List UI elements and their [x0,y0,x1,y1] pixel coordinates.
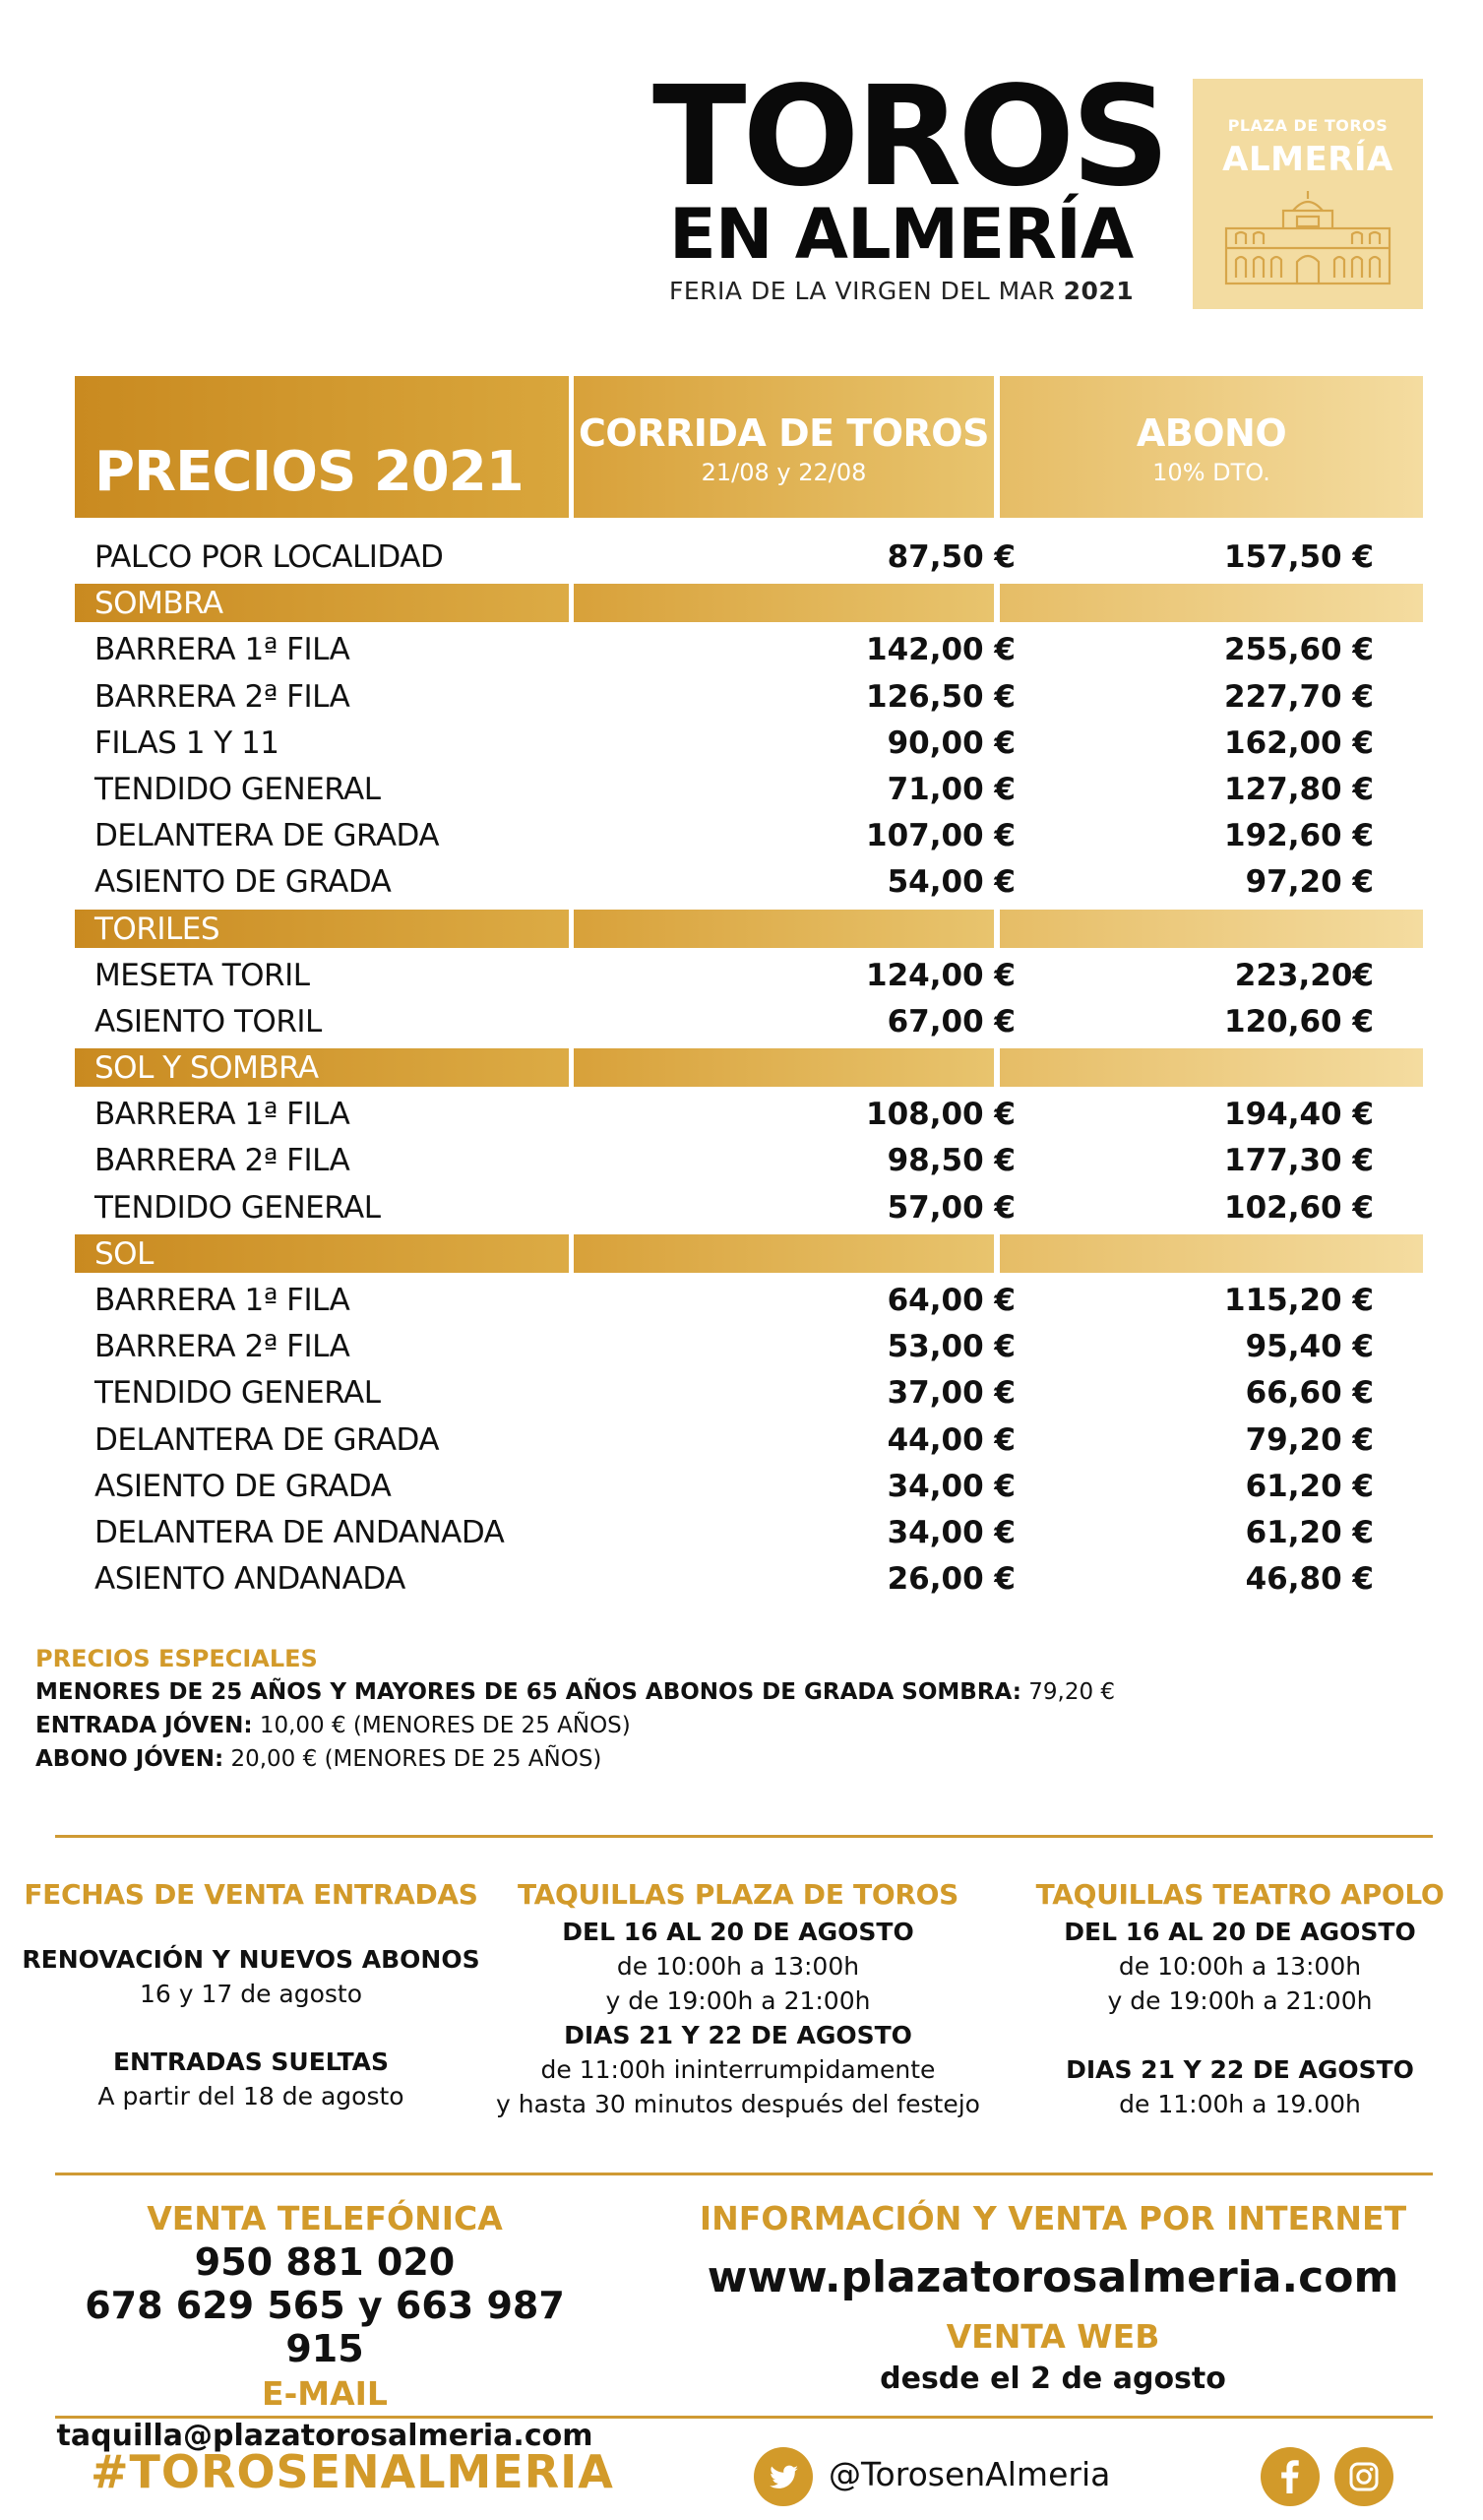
telefono-numbers[interactable]: 678 629 565 y 663 987 915 [85,2284,565,2370]
facebook-icon[interactable] [1261,2447,1320,2506]
seat-name: BARRERA 2ª FILA [94,678,350,715]
feria-name: FERIA DE LA VIRGEN DEL MAR [669,277,1056,305]
apolo-hours: de 10:00h a 13:00h [1118,1952,1362,1981]
abono-price: 66,60 € [1245,1375,1374,1412]
price-row [75,720,1423,766]
precios-label: PRECIOS [94,440,356,504]
corrida-price: 124,00 € [866,957,1016,993]
section-header-row [75,1044,1423,1091]
price-row [75,1137,1423,1183]
especiales-value: 20,00 € (MENORES DE 25 AÑOS) [223,1746,602,1772]
corrida-price: 90,00 € [887,724,1016,761]
section-label: SOMBRA [94,586,223,622]
internet-column [679,2197,1427,2400]
section-label: SOL Y SOMBRA [94,1050,319,1087]
fechas-title: FECHAS DE VENTA ENTRADAS [24,1878,478,1911]
price-row [75,673,1423,720]
section-label: TORILES [94,911,220,947]
corrida-price: 37,00 € [887,1375,1016,1412]
plaza-logo [1193,79,1423,309]
section-bar [574,1234,994,1273]
web-link[interactable]: www.plazatorosalmeria.com [707,2252,1399,2302]
logo-text-line1: PLAZA DE TOROS [1227,116,1389,135]
price-row [75,812,1423,858]
especiales-line [35,1742,1413,1776]
internet-title: INFORMACIÓN Y VENTA POR INTERNET [699,2199,1407,2237]
abono-price: 79,20 € [1245,1421,1374,1458]
seat-name: BARRERA 1ª FILA [94,632,350,668]
abono-price: 95,40 € [1245,1329,1374,1365]
taquillas-apolo-column [1014,1875,1466,2121]
abono-price: 177,30 € [1224,1143,1374,1179]
especiales-label: ENTRADA JÓVEN: [35,1713,253,1738]
price-row [75,1323,1423,1369]
section-bar [1000,1048,1423,1087]
seat-name: TENDIDO GENERAL [94,1189,381,1226]
seat-name: DELANTERA DE GRADA [94,818,440,854]
email-title: E-MAIL [262,2374,388,2413]
corrida-price: 67,00 € [887,1003,1016,1040]
divider [55,2173,1433,2175]
price-table [75,534,1423,1602]
abono-price: 227,70 € [1224,678,1374,715]
hashtag[interactable]: #TOROSENALMERIA [91,2445,614,2498]
precios-especiales [35,1642,1413,1776]
feria-year: 2021 [1063,277,1135,305]
corrida-price: 98,50 € [887,1143,1016,1179]
section-bar [1000,1234,1423,1273]
seat-name: BARRERA 1ª FILA [94,1283,350,1318]
page-subtitle: EN ALMERÍA [669,194,1134,275]
corrida-price: 53,00 € [887,1329,1016,1365]
instagram-icon[interactable] [1334,2447,1393,2506]
section-bar [1000,584,1423,622]
price-row [75,1277,1423,1323]
email-link[interactable]: taquilla@plazatorosalmeria.com [56,2419,593,2453]
fechas-venta-column [20,1875,482,2113]
section-bar [574,1048,994,1087]
price-row [75,998,1423,1044]
logo-text-line2: ALMERÍA [1222,140,1393,179]
corrida-price: 34,00 € [887,1514,1016,1550]
corrida-price: 34,00 € [887,1468,1016,1504]
abono-price: 61,20 € [1245,1514,1374,1550]
seat-name: MESETA TORIL [94,957,310,993]
page-title: TOROS [652,57,1167,218]
apolo-days: DIAS 21 Y 22 DE AGOSTO [1066,2055,1414,2084]
abono-price: 157,50 € [1224,539,1374,575]
seat-name: DELANTERA DE GRADA [94,1421,440,1458]
seat-name: TENDIDO GENERAL [94,1375,381,1412]
section-header-row [75,906,1423,952]
apolo-range: DEL 16 AL 20 DE AGOSTO [1064,1918,1416,1946]
apolo-title: TAQUILLAS TEATRO APOLO [1035,1878,1445,1911]
price-row [75,952,1423,998]
section-header-row [75,580,1423,626]
plaza-hours: y de 19:00h a 21:00h [605,1986,871,2015]
corrida-price: 44,00 € [887,1421,1016,1458]
abono-price: 46,80 € [1245,1561,1374,1598]
section-header-row [75,1230,1423,1277]
abono-price: 115,20 € [1224,1283,1374,1318]
abono-heading: ABONO [1136,411,1287,455]
price-row [75,1463,1423,1509]
price-row [75,1184,1423,1230]
abono-price: 61,20 € [1245,1468,1374,1504]
seat-name: ASIENTO DE GRADA [94,1468,392,1504]
price-row [75,766,1423,812]
table-header-corrida [574,376,994,518]
price-row [75,858,1423,905]
taquillas-plaza-column [487,1875,989,2121]
ventaweb-title: VENTA WEB [946,2317,1160,2356]
corrida-price: 108,00 € [866,1097,1016,1133]
corrida-price: 64,00 € [887,1283,1016,1318]
section-bar [574,584,994,622]
plaza-hours: y hasta 30 minutos después del festejo [496,2090,980,2118]
corrida-price: 71,00 € [887,771,1016,807]
apolo-hours: y de 19:00h a 21:00h [1107,1986,1373,2015]
price-row [75,534,1423,580]
abono-price: 194,40 € [1224,1097,1374,1133]
price-row [75,1369,1423,1416]
seat-name: TENDIDO GENERAL [94,771,381,807]
plaza-range: DEL 16 AL 20 DE AGOSTO [562,1918,914,1946]
corrida-price: 87,50 € [887,539,1016,575]
renovacion-dates: 16 y 17 de agosto [139,1980,363,2008]
renovacion-title: RENOVACIÓN Y NUEVOS ABONOS [22,1945,480,1974]
especiales-label: MENORES DE 25 AÑOS Y MAYORES DE 65 AÑOS ABONOS DE GRADA SOMBRA: [35,1679,1021,1705]
abono-price: 127,80 € [1224,771,1374,807]
price-row [75,626,1423,672]
divider [55,1835,1433,1838]
corrida-heading: CORRIDA DE TOROS [579,411,989,455]
sueltas-title: ENTRADAS SUELTAS [112,2048,390,2076]
twitter-handle[interactable]: @TorosenAlmeria [829,2455,1111,2493]
plaza-hours: de 11:00h ininterrumpidamente [540,2055,936,2084]
especiales-title: PRECIOS ESPECIALES [35,1645,318,1672]
corrida-price: 57,00 € [887,1189,1016,1226]
abono-price: 223,20€ [1234,957,1374,993]
especiales-line [35,1675,1413,1709]
ventaweb-date: desde el 2 de agosto [880,2362,1226,2396]
corrida-dates: 21/08 y 22/08 [701,459,867,486]
price-row [75,1555,1423,1602]
seat-name: ASIENTO DE GRADA [94,864,392,901]
section-bar [574,910,994,948]
especiales-line [35,1709,1413,1742]
apolo-hours: de 11:00h a 19.00h [1119,2090,1361,2118]
corrida-price: 126,50 € [866,678,1016,715]
especiales-value: 79,20 € [1020,1679,1116,1705]
seat-name: BARRERA 2ª FILA [94,1329,350,1365]
seat-name: BARRERA 1ª FILA [94,1097,350,1133]
price-row [75,1091,1423,1137]
corrida-price: 142,00 € [866,632,1016,668]
seat-name: ASIENTO ANDANADA [94,1561,405,1598]
table-header-abono [1000,376,1423,518]
sueltas-dates: A partir del 18 de agosto [97,2082,404,2110]
plaza-hours: de 10:00h a 13:00h [616,1952,860,1981]
bullring-building-icon [1222,189,1393,287]
plaza-days: DIAS 21 Y 22 DE AGOSTO [564,2021,912,2049]
feria-caption [669,276,1134,307]
plaza-title: TAQUILLAS PLAZA DE TOROS [518,1878,958,1911]
abono-price: 192,60 € [1224,818,1374,854]
seat-name: ASIENTO TORIL [94,1003,322,1040]
especiales-value: 10,00 € (MENORES DE 25 AÑOS) [252,1713,631,1738]
corrida-price: 26,00 € [887,1561,1016,1598]
seat-name: PALCO POR LOCALIDAD [94,539,444,575]
price-row [75,1509,1423,1555]
abono-discount: 10% DTO. [1152,459,1270,486]
abono-price: 120,60 € [1224,1003,1374,1040]
twitter-icon[interactable] [754,2447,813,2506]
especiales-label: ABONO JÓVEN: [35,1746,224,1772]
price-row [75,1417,1423,1463]
precios-heading [94,440,524,504]
section-bar [1000,910,1423,948]
abono-price: 255,60 € [1224,632,1374,668]
abono-price: 162,00 € [1224,724,1374,761]
divider [55,2416,1433,2419]
table-header-precios [75,376,569,518]
section-label: SOL [94,1235,154,1272]
corrida-price: 54,00 € [887,864,1016,901]
seat-name: BARRERA 2ª FILA [94,1143,350,1179]
telefono-number[interactable]: 950 881 020 [194,2240,456,2284]
precios-year: 2021 [373,440,524,504]
seat-name: FILAS 1 Y 11 [94,724,279,761]
abono-price: 102,60 € [1224,1189,1374,1226]
telefono-title: VENTA TELEFÓNICA [147,2199,503,2237]
seat-name: DELANTERA DE ANDANADA [94,1514,505,1550]
abono-price: 97,20 € [1245,864,1374,901]
corrida-price: 107,00 € [866,818,1016,854]
